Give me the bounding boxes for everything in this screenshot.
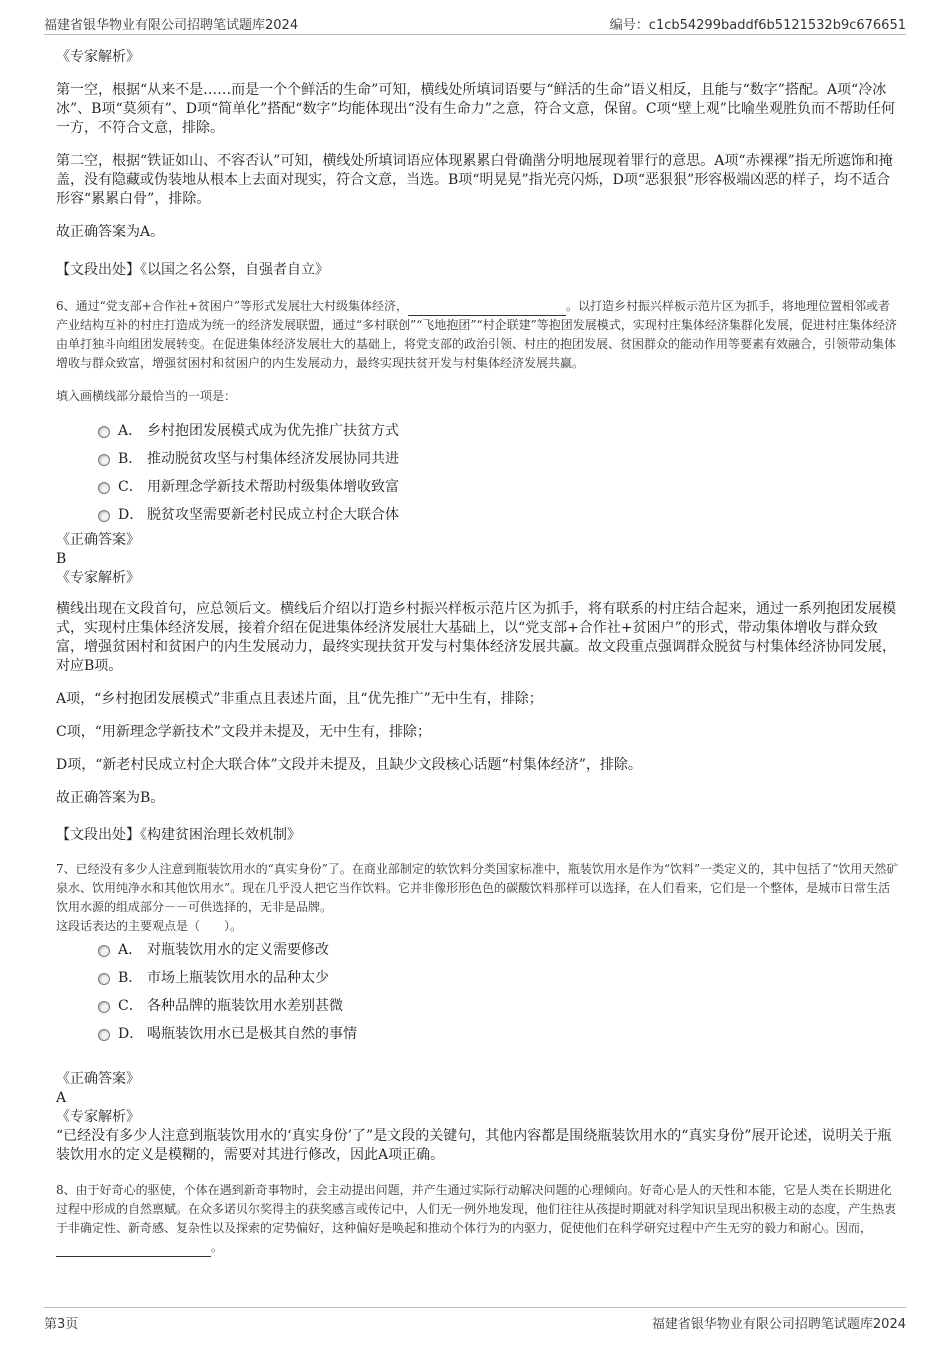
footer-title: 福建省银华物业有限公司招聘笔试题库2024 xyxy=(651,1317,906,1332)
radio-button-icon[interactable] xyxy=(98,510,110,522)
header-doc-id: 编号：c1cb54299baddf6b5121532b9c676651 xyxy=(609,18,906,33)
q6-stem-post: 。以打造乡村振兴样板示范片区为抓手，将地理位置相邻或者产业结构互补的村庄打造成为统一的经济发展联盟，通过“多村联创”“飞地抱团”“村企联建”等抱团发展模式，实现村庄集体经济集群化发展，促进村庄集体经济由单打独斗向组团发展转变。在促进集体经济发展壮大的基础上，将党支部的政治引领、村庄的抱团发展、贫困群众的能动作用等要素有效融合，引领带动集体增收与群众致富，增强贫困村和贫困户的内生发展动力，最终实现扶贫开发与村集体经济发展共赢。 xyxy=(56,299,897,370)
q6-answer-blank xyxy=(408,301,566,316)
q7-answer-label: 《正确答案》 xyxy=(56,1071,140,1087)
document-body xyxy=(56,44,901,1257)
q6-conclusion: 故正确答案为B。 xyxy=(56,790,165,806)
q7-option-b[interactable]: B． 市场上瓶装饮用水的品种太少 xyxy=(56,964,901,992)
q6-analysis-para3: C项，“用新理念学新技术”文段并未提及，无中生有，排除； xyxy=(56,724,432,740)
q6-option-d[interactable]: D． 脱贫攻坚需要新老村民成立村企大联合体 xyxy=(56,501,901,529)
q7-expert-label: 《专家解析》 xyxy=(56,1109,140,1125)
q6-option-b[interactable]: B． 推动脱贫攻坚与村集体经济发展协同共进 xyxy=(56,445,901,473)
q7-option-a[interactable]: A． 对瓶装饮用水的定义需要修改 xyxy=(56,936,901,964)
q6-expert-label: 《专家解析》 xyxy=(56,570,140,586)
radio-button-icon[interactable] xyxy=(98,426,110,438)
q5-conclusion: 故正确答案为A。 xyxy=(56,224,165,240)
q5-analysis-para2: 第二空，根据“铁证如山、不容否认”可知，横线处所填词语应体现累累白骨确凿分明地展现着罪行的意思。A项“赤裸裸”指无所遮饰和掩盖，没有隐藏或伪装地从根本上去面对现实，符合文意，当选。B项“明晃晃”指光亮闪烁，D项“恶狠狠”形容极端凶恶的样子，均不适合形容“累累白骨”，排除。 xyxy=(56,153,893,207)
q6-analysis-para1: 横线出现在文段首句，应总领后文。横线后介绍以打造乡村振兴样板示范片区为抓手，将有联系的村庄结合起来，通过一系列抱团发展模式，实现村庄集体经济发展，接着介绍在促进集体经济发展壮大基础上，以“党支部+合作社+贫困户”的形式，带动集体增收与群众致富，增强贫困村和贫困户的内生发展动力，最终实现扶贫开发与村集体经济发展共赢。故文段重点强调群众脱贫与村集体经济协同发展，对应B项。 xyxy=(56,601,896,674)
radio-button-icon[interactable] xyxy=(98,482,110,494)
q6-options xyxy=(56,417,901,529)
q6-source: 【文段出处】《构建贫困治理长效机制》 xyxy=(56,827,301,843)
q6-stem-pre: 6、通过“党支部+合作社+贫困户”等形式发展壮大村级集体经济， xyxy=(56,299,409,313)
header-title: 福建省银华物业有限公司招聘笔试题库2024 xyxy=(44,18,299,33)
q7-options xyxy=(56,936,901,1048)
radio-button-icon[interactable] xyxy=(98,973,110,985)
q6-analysis-para4: D项，“新老村民成立村企大联合体”文段并未提及，且缺少文段核心话题“村集体经济”，排除。 xyxy=(56,757,642,773)
q6-option-c[interactable]: C． 用新理念学新技术帮助村级集体增收致富 xyxy=(56,473,901,501)
radio-button-icon[interactable] xyxy=(98,1029,110,1041)
q7-option-d[interactable]: D． 喝瓶装饮用水已是极其自然的事情 xyxy=(56,1020,901,1048)
page-header xyxy=(44,14,906,35)
q5-expert-label: 《专家解析》 xyxy=(56,49,140,65)
q5-analysis-para1: 第一空，根据“从来不是……而是一个个鲜活的生命”可知，横线处所填词语要与“鲜活的生命”语义相反，且能与“数字”搭配。A项“冷冰冰”、B项“莫须有”、D项“简单化”搭配“数字”均能体现出“没有生命力”之意，符合文意，保留。C项“壁上观”比喻坐观胜负而不帮助任何一方，不符合文意，排除。 xyxy=(56,82,895,136)
q8-stem-text: 8、由于好奇心的驱使，个体在遇到新奇事物时，会主动提出问题，并产生通过实际行动解决问题的心理倾向。好奇心是人的天性和本能，它是人类在长期进化过程中形成的自然禀赋。在众多诺贝尔奖得主的获奖感言或传记中，人们无一例外地发现，他们往往从孩提时期就对科学知识呈现出积极主动的态度，产生热衷于非确定性、新奇感、复杂性以及探索的定势偏好，这种偏好是唤起和推动个体行为的内驱力，促使他们在科学研究过程中产生无穷的毅力和耐心。因而， xyxy=(56,1183,897,1235)
q8-stem-end: 。 xyxy=(211,1240,224,1254)
q5-source: 【文段出处】《以国之名公祭，自强者自立》 xyxy=(56,262,329,278)
radio-button-icon[interactable] xyxy=(98,1001,110,1013)
q7-answer: A xyxy=(56,1090,67,1106)
q6-answer-label: 《正确答案》 xyxy=(56,532,140,548)
q7-stem: 7、已经没有多少人注意到瓶装饮用水的“真实身份”了。在商业部制定的软饮料分类国家标准中，瓶装饮用水是作为“饮料”一类定义的，其中包括了“饮用天然矿泉水、饮用纯净水和其他饮用水”。现在几乎没人把它当作饮料。它并非像形形色色的碳酸饮料那样可以选择，在人们看来，它们是一个整体，是城市日常生活饮用水源的组成部分－－可供选择的，无非是品牌。 xyxy=(56,862,899,914)
page-number: 第3页 xyxy=(44,1317,79,1332)
q6-analysis-para2: A项，“乡村抱团发展模式”非重点且表述片面，且“优先推广”无中生有，排除； xyxy=(56,691,543,707)
q6-option-a[interactable]: A． 乡村抱团发展模式成为优先推广扶贫方式 xyxy=(56,417,901,445)
q6-prompt: 填入画横线部分最恰当的一项是： xyxy=(56,389,237,403)
q6-answer: B xyxy=(56,551,67,567)
radio-button-icon[interactable] xyxy=(98,454,110,466)
q7-prompt: 这段话表达的主要观点是（ ）。 xyxy=(56,919,243,933)
q8-answer-blank xyxy=(56,1242,211,1257)
q7-option-c[interactable]: C． 各种品牌的瓶装饮用水差别甚微 xyxy=(56,992,901,1020)
q7-analysis-para1: “已经没有多少人注意到瓶装饮用水的‘真实身份’了”是文段的关键句，其他内容都是围绕瓶装饮用水的“真实身份”展开论述，说明关于瓶装饮用水的定义是模糊的，需要对其进行修改，因此A项正确。 xyxy=(56,1128,892,1163)
q6-stem xyxy=(56,297,901,373)
footer-divider xyxy=(44,1307,906,1308)
radio-button-icon[interactable] xyxy=(98,945,110,957)
q8-stem xyxy=(56,1181,901,1257)
